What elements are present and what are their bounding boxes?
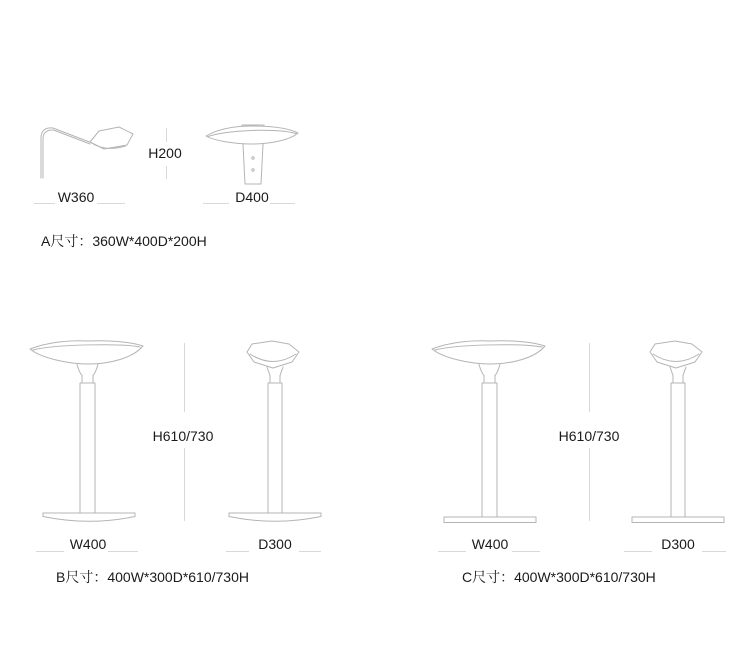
- product-a-front-view-drawing: [200, 120, 310, 188]
- c-height-label: H610/730: [558, 428, 620, 444]
- a-height-label: H200: [148, 145, 182, 161]
- c-width-dim-line-right: [512, 551, 540, 552]
- product-a-size-caption: A尺寸：360W*400D*200H: [41, 233, 207, 249]
- lower-tube: [671, 383, 685, 517]
- b-width-label: W400: [69, 536, 107, 552]
- upper-tube: [484, 376, 495, 384]
- b-width-dim-line-left: [36, 551, 64, 552]
- product-a-side-view-drawing: [33, 112, 138, 182]
- upper-tube: [270, 376, 280, 384]
- seat-outline: [247, 341, 299, 368]
- wall-arm-inner-line: [43, 130, 90, 178]
- a-width-dim-line-left: [34, 203, 55, 204]
- lower-tube: [268, 383, 282, 513]
- b-width-dim-line-right: [108, 551, 138, 552]
- b-height-dim-line-bottom: [184, 448, 185, 521]
- c-depth-dim-line-left: [624, 551, 652, 552]
- b-depth-dim-line-left: [226, 551, 249, 552]
- upper-tube: [82, 376, 93, 384]
- a-depth-dim-line-left: [203, 203, 229, 204]
- c-height-dim-line-top: [589, 343, 590, 412]
- c-width-label: W400: [471, 536, 509, 552]
- neck: [670, 367, 686, 376]
- neck: [267, 367, 283, 376]
- neck: [77, 365, 98, 376]
- a-width-dim-line-right: [97, 203, 125, 204]
- seat-front-outline: [206, 126, 298, 144]
- b-height-dim-line-top: [184, 343, 185, 412]
- lower-tube: [482, 383, 497, 517]
- product-b-side-view-drawing: [223, 336, 327, 526]
- c-depth-label: D300: [661, 536, 695, 552]
- dome-base: [43, 513, 135, 521]
- dome-base: [229, 513, 321, 521]
- product-c-front-view-drawing: [430, 336, 548, 526]
- b-depth-dim-line-right: [299, 551, 321, 552]
- product-b-size-caption: B尺寸：400W*300D*610/730H: [56, 569, 249, 585]
- neck: [479, 365, 500, 376]
- a-depth-label: D400: [235, 189, 269, 205]
- c-width-dim-line-left: [438, 551, 466, 552]
- upper-tube: [673, 376, 683, 384]
- a-height-dim-line-top: [166, 128, 167, 142]
- flat-base: [632, 517, 724, 523]
- product-b-front-view-drawing: [28, 336, 146, 526]
- c-height-dim-line-bottom: [589, 448, 590, 521]
- seat-outline: [650, 341, 702, 368]
- a-depth-dim-line-right: [270, 203, 295, 204]
- b-depth-label: D300: [258, 536, 292, 552]
- flat-base: [444, 517, 536, 523]
- seat-outline: [432, 341, 545, 364]
- lower-tube: [80, 383, 95, 513]
- product-c-side-view-drawing: [626, 336, 730, 526]
- product-c-size-caption: C尺寸：400W*300D*610/730H: [462, 569, 656, 585]
- a-width-label: W360: [57, 189, 95, 205]
- a-height-dim-line-bottom: [166, 166, 167, 179]
- seat-outline: [30, 341, 143, 364]
- b-height-label: H610/730: [152, 428, 214, 444]
- c-depth-dim-line-right: [702, 551, 726, 552]
